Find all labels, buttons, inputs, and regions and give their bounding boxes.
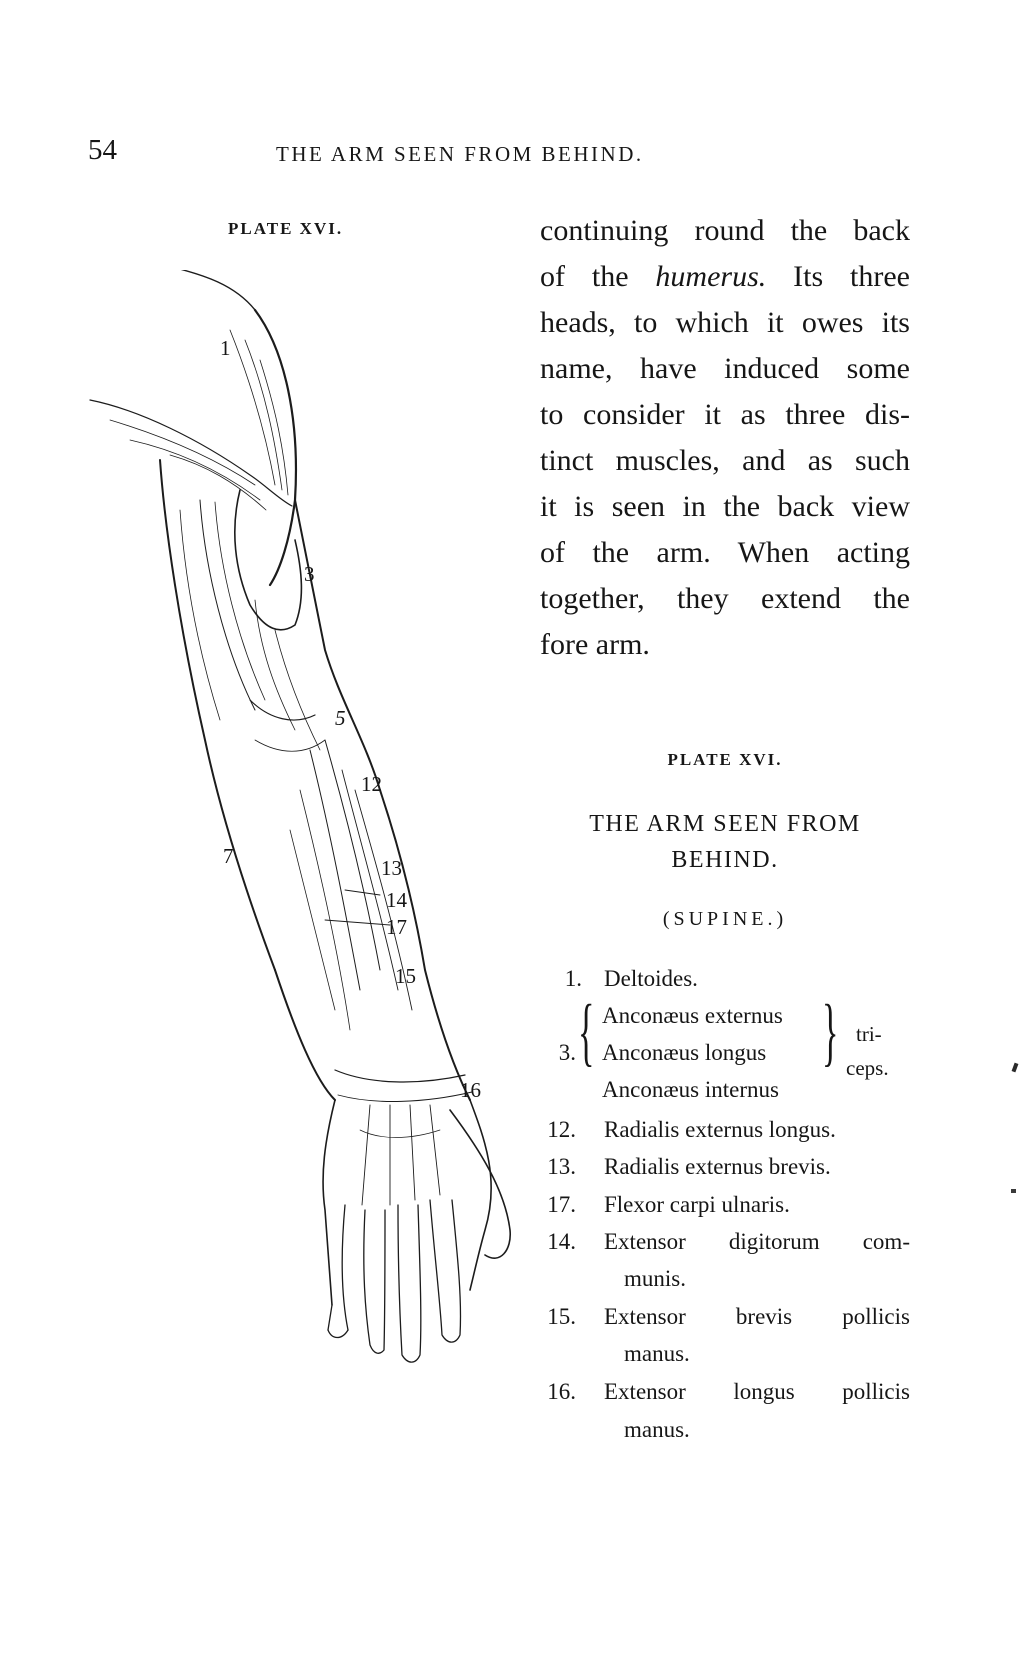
legend-text-continued: manus. [624,1341,690,1366]
body-line: name, have induced some [540,352,910,385]
figure-label-16: 16 [460,1078,481,1102]
legend-group-label: tri- [856,1022,882,1046]
ink-speck [1011,1189,1016,1193]
body-line: continuing round the back [540,214,910,247]
right-brace: } [822,990,839,1074]
figure-label-13: 13 [381,856,402,880]
body-line: fore arm. [540,628,650,661]
figure-label-12: 12 [361,772,382,796]
legend-number: 3. [558,1040,576,1065]
legend-text: Extensor brevis pollicis [604,1304,910,1329]
body-line: together, they extend the [540,582,910,615]
legend-text: Extensor digitorum com- [604,1229,910,1254]
legend-title-line: THE ARM SEEN FROM [589,811,861,837]
arm-engraving [80,270,520,1455]
body-line: of the arm. When acting [540,536,910,569]
legend-number: 13. [547,1154,576,1179]
figure-label-5: 5 [335,706,346,730]
legend-text: Anconæus longus [602,1040,767,1065]
legend-text: Anconæus externus [602,1003,783,1028]
legend-group-label: ceps. [846,1056,889,1080]
body-line: heads, to which it owes its [540,306,910,339]
legend-text-continued: munis. [624,1266,686,1291]
body-line: it is seen in the back view [540,490,910,523]
left-brace: { [578,990,595,1074]
legend-subtitle: (SUPINE.) [662,908,788,930]
legend-number: 15. [547,1304,576,1329]
body-text [540,208,910,668]
legend-text: Deltoides. [604,966,698,991]
figure-label-3: 3 [304,562,315,586]
legend-text: Radialis externus brevis. [604,1154,831,1179]
arm-illustration [80,270,520,1455]
legend-text: Flexor carpi ulnaris. [604,1192,790,1217]
legend-number: 14. [547,1229,576,1254]
ink-speck [1012,1063,1019,1073]
legend-text: Radialis externus longus. [604,1117,836,1142]
body-line: to consider it as three dis- [540,398,910,431]
figure-label-14: 14 [386,888,407,912]
figure-label-7: 7 [223,844,234,868]
legend-text: Extensor longus pollicis [604,1379,910,1404]
legend-text-continued: manus. [624,1417,690,1442]
body-line: tinct muscles, and as such [540,444,910,477]
figure-label-15: 15 [395,964,416,988]
legend-number: 17. [547,1192,576,1217]
figure-caption: PLATE XVI. [228,219,344,238]
body-line-humerus: of the humerus. Its three [540,260,910,293]
page-number: 54 [88,134,117,166]
legend-number: 16. [547,1379,576,1404]
legend-text: Anconæus internus [602,1077,779,1102]
legend-title [540,806,910,878]
running-title: THE ARM SEEN FROM BEHIND. [276,142,644,166]
legend-title-line: BEHIND. [671,847,779,873]
figure-label-17: 17 [386,915,407,939]
legend-plate-heading: PLATE XVI. [667,750,783,769]
legend-number: 1. [564,966,582,991]
legend-number: 12. [547,1117,576,1142]
figure-label-1: 1 [220,336,231,360]
